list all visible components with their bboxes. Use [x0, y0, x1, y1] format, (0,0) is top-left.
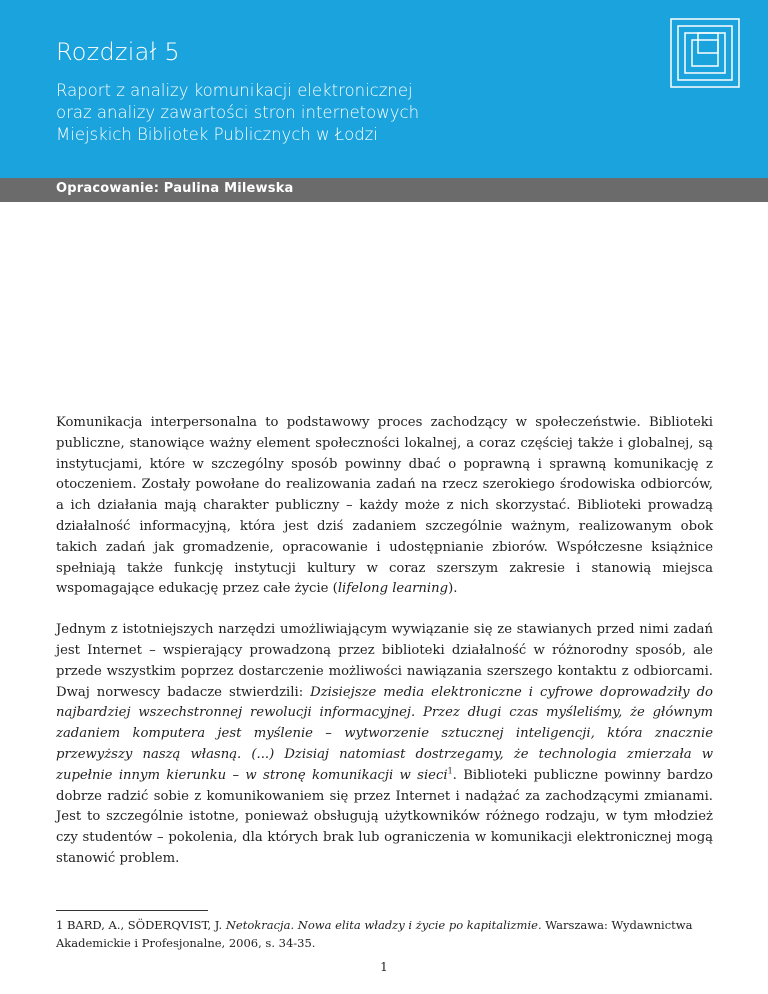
body-text: [56, 413, 713, 890]
paragraph-text: ).: [448, 581, 458, 597]
footnote-reference[interactable]: 1: [447, 766, 453, 776]
author-credit: Opracowanie: Paulina Milewska: [56, 181, 294, 196]
page-number: 1: [380, 960, 388, 974]
footnote-publication: Warszawa: Wydawnictwa Akademickie i Profesjonalne, 2006, s. 34-35.: [56, 918, 693, 950]
footnote: [56, 916, 713, 952]
paragraph-text: Komunikacja interpersonalna to podstawowy proces zachodzący w społeczeństwie. Biblioteki publiczne, stanowiące ważny element społeczności lokalnej, a coraz częściej także i globalnej, są instytucjami, które w szczególny sposób powinny dbać o poprawną i sprawną komunikację z otoczeniem. Zostały powołane do realizowania zadań na rzecz szerokiego środowiska odbiorców, a ich działania mają charakter publiczny – każdy może z nich skorzystać. Biblioteki prowadzą działalność informacyjną, która jest dziś zadaniem szczególnie ważnym, realizowanym obok takich zadań jak gromadzenie, opracowanie i udostępnianie zbiorów. Współczesne książnice spełniają także funkcję instytucji kultury w coraz szerszym zakresie i stanowią miejsca wspomagające edukację przez całe życie (: [56, 415, 713, 597]
paragraph-text: Jednym z istotniejszych narzędzi umożliwiającym wywiązanie się ze stawianych przed nimi zadań jest Internet – wspierający prowadzoną przez biblioteki działalność w różnorodny sposób, ale przede wszystkim poprzez dostarczenie możliwości nawiązania szerszego kontaktu z odbiorcami. Dwaj norwescy badacze stwierdzili:: [56, 622, 713, 700]
author-bar: [0, 178, 768, 202]
subtitle-line: Miejskich Bibliotek Publicznych w Łodzi: [56, 125, 378, 144]
chapter-header: [0, 0, 768, 178]
quote-text: Dzisiejsze media elektroniczne i cyfrowe doprowadziły do najbardziej wszechstronnej rewolucji informacyjnej. Przez długi czas myśleliśmy, że głównym zadaniem komputera jest myślenie – wytworzenie sztucznej inteligencji, która znacznie przewyższy naszą własną. (...) Dzisiaj natomiast dostrzegamy, że technologia zmierzała w zupełnie innym kierunku – w stronę komunikacji w sieci: [56, 684, 713, 783]
nested-squares-icon: [670, 18, 740, 88]
subtitle-line: Raport z analizy komunikacji elektronicznej: [56, 81, 413, 100]
chapter-title: Rozdział 5: [56, 38, 180, 66]
footnote-title: Netokracja. Nowa elita władzy i życie po kapitalizmie.: [225, 918, 542, 932]
footnote-authors: 1 BARD, A., SÖDERQVIST, J.: [56, 918, 226, 932]
footnote-divider: [56, 910, 208, 911]
paragraph: [56, 413, 713, 600]
paragraph: [56, 620, 713, 870]
chapter-subtitle: [56, 80, 616, 146]
subtitle-line: oraz analizy zawartości stron internetowych: [56, 103, 420, 122]
paragraph-text: . Biblioteki publiczne powinny bardzo dobrze radzić sobie z komunikowaniem się przez Internet i nadążać za zachodzącymi zmianami. Jest to szczególnie istotne, ponieważ obsługują użytkowników różnego rodzaju, w tym młodzież czy studentów – pokolenia, dla których brak lub ograniczenia w komunikacji elektronicznej mogą stanowić problem.: [56, 767, 713, 866]
italic-term: lifelong learning: [337, 581, 449, 597]
